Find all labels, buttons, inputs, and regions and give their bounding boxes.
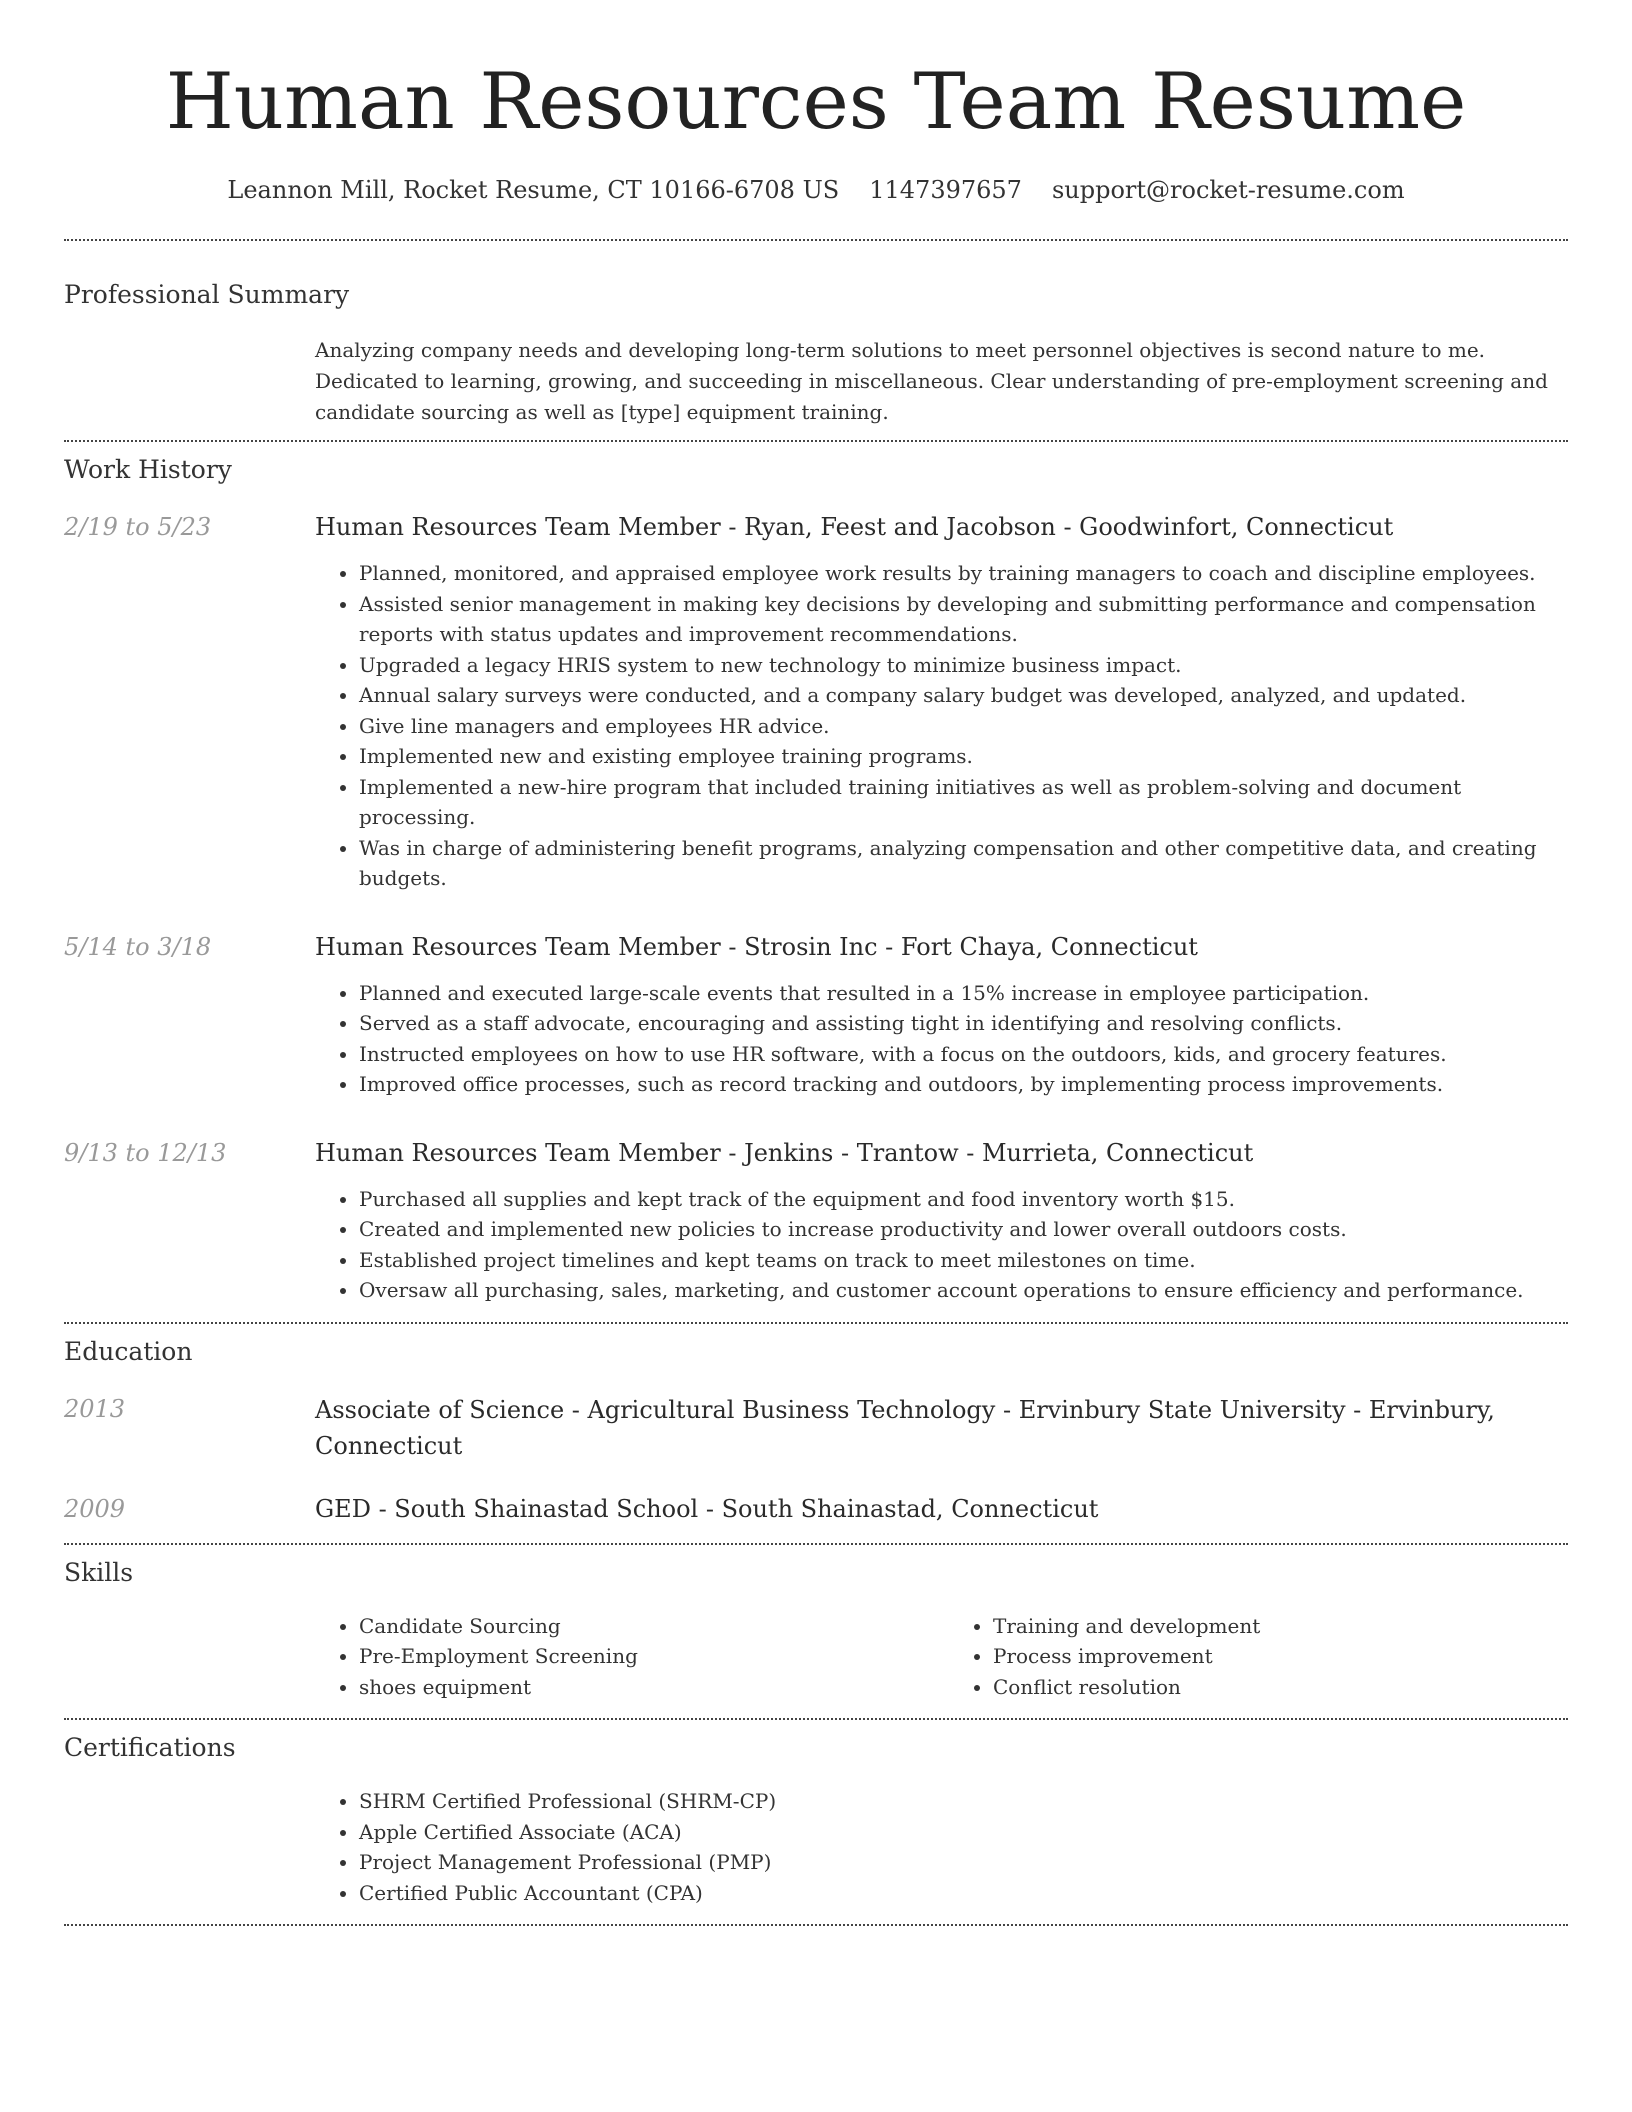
summary-heading: Professional Summary	[64, 280, 350, 309]
job-dates: 2/19 to 5/23	[64, 513, 212, 541]
education-entry	[64, 1392, 1568, 1464]
list-item: • SHRM Certified Professional (SHRM-CP)	[359, 1786, 1568, 1817]
list-item: • Oversaw all purchasing, sales, marketing, and customer account operations to ensure efficiency and performance.	[359, 1275, 1568, 1306]
work-history-heading: Work History	[64, 455, 232, 484]
job-duties	[315, 558, 1568, 894]
list-item: • Served as a staff advocate, encouraging and assisting tight in identifying and resolving conflicts.	[359, 1008, 1568, 1039]
job-duties	[315, 978, 1568, 1100]
list-item: • Instructed employees on how to use HR software, with a focus on the outdoors, kids, and grocery features.	[359, 1039, 1568, 1070]
summary-text: Analyzing company needs and developing long-term solutions to meet personnel objectives is second nature to me. Dedicated to learning, growing, and succeeding in miscellaneous. Clear understanding of pre-employment screening and candidate sourcing as well as [type] equipment training.	[315, 338, 1548, 424]
certifications-section	[64, 1732, 1568, 1908]
contact-phone: 1147397657	[869, 176, 1022, 204]
list-item: • Candidate Sourcing	[359, 1611, 934, 1642]
list-item: • Upgraded a legacy HRIS system to new technology to minimize business impact.	[359, 650, 1568, 681]
list-item: • Project Management Professional (PMP)	[359, 1847, 1568, 1878]
list-item: • Pre-Employment Screening	[359, 1641, 934, 1672]
work-history-section	[64, 454, 1568, 1306]
job-title: Human Resources Team Member - Jenkins - Trantow - Murrieta, Connecticut	[315, 1138, 1254, 1167]
education-heading: Education	[64, 1336, 193, 1366]
skills-heading: Skills	[64, 1557, 134, 1587]
job-title: Human Resources Team Member - Strosin Inc - Fort Chaya, Connecticut	[315, 932, 1198, 961]
job-dates: 9/13 to 12/13	[64, 1138, 227, 1167]
contact-email: support@rocket-resume.com	[1051, 176, 1405, 204]
list-item: • Implemented a new-hire program that included training initiatives as well as problem-solving and document processing.	[359, 772, 1568, 833]
resume-title: Human Resources Team Resume	[165, 57, 1467, 147]
contact-address: Leannon Mill, Rocket Resume, CT 10166-6708 US	[227, 176, 840, 204]
list-item: • Conflict resolution	[993, 1672, 1568, 1703]
job-title: Human Resources Team Member - Ryan, Feest and Jacobson - Goodwinfort, Connecticut	[315, 513, 1394, 541]
education-year: 2009	[64, 1494, 126, 1523]
list-item: • Training and development	[993, 1611, 1568, 1642]
list-item: • Annual salary surveys were conducted, and a company salary budget was developed, analyzed, and updated.	[359, 680, 1568, 711]
list-item: • Established project timelines and kept teams on track to meet milestones on time.	[359, 1245, 1568, 1276]
certifications-heading: Certifications	[64, 1733, 236, 1762]
list-item: • Apple Certified Associate (ACA)	[359, 1817, 1568, 1848]
list-item: • Implemented new and existing employee training programs.	[359, 741, 1568, 772]
list-item: • shoes equipment	[359, 1672, 934, 1703]
list-item: • Certified Public Accountant (CPA)	[359, 1878, 1568, 1909]
skills-list	[934, 1611, 1568, 1703]
resume-page	[64, 0, 1568, 1926]
divider	[64, 239, 1568, 241]
skills-list	[315, 1611, 934, 1703]
list-item: • Created and implemented new policies to increase productivity and lower overall outdoors costs.	[359, 1214, 1568, 1245]
job-dates: 5/14 to 3/18	[64, 932, 212, 961]
divider	[64, 1718, 1568, 1720]
job-entry	[64, 1136, 1568, 1306]
list-item: • Planned and executed large-scale events that resulted in a 15% increase in employee participation.	[359, 978, 1568, 1009]
list-item: • Purchased all supplies and kept track of the equipment and food inventory worth $15.	[359, 1184, 1568, 1215]
skills-section	[64, 1557, 1568, 1703]
divider	[64, 440, 1568, 442]
list-item: • Give line managers and employees HR advice.	[359, 711, 1568, 742]
list-item: • Process improvement	[993, 1641, 1568, 1672]
job-entry	[64, 510, 1568, 894]
summary-section	[64, 279, 1568, 428]
contact-line	[64, 174, 1568, 206]
education-entry	[64, 1492, 1568, 1526]
divider	[64, 1924, 1568, 1926]
list-item: • Assisted senior management in making key decisions by developing and submitting performance and compensation reports with status updates and improvement recommendations.	[359, 589, 1568, 650]
list-item: • Planned, monitored, and appraised employee work results by training managers to coach and discipline employees.	[359, 558, 1568, 589]
list-item: • Was in charge of administering benefit programs, analyzing compensation and other competitive data, and creating budgets.	[359, 833, 1568, 894]
job-entry	[64, 930, 1568, 1100]
education-degree: Associate of Science - Agricultural Business Technology - Ervinbury State University - Ervinbury, Connecticut	[315, 1395, 1495, 1460]
education-degree: GED - South Shainastad School - South Shainastad, Connecticut	[315, 1494, 1099, 1523]
divider	[64, 1322, 1568, 1324]
divider	[64, 1543, 1568, 1545]
education-year: 2013	[64, 1394, 126, 1423]
certifications-list	[315, 1786, 1568, 1908]
list-item: • Improved office processes, such as record tracking and outdoors, by implementing process improvements.	[359, 1069, 1568, 1100]
job-duties	[315, 1184, 1568, 1306]
education-section	[64, 1336, 1568, 1526]
